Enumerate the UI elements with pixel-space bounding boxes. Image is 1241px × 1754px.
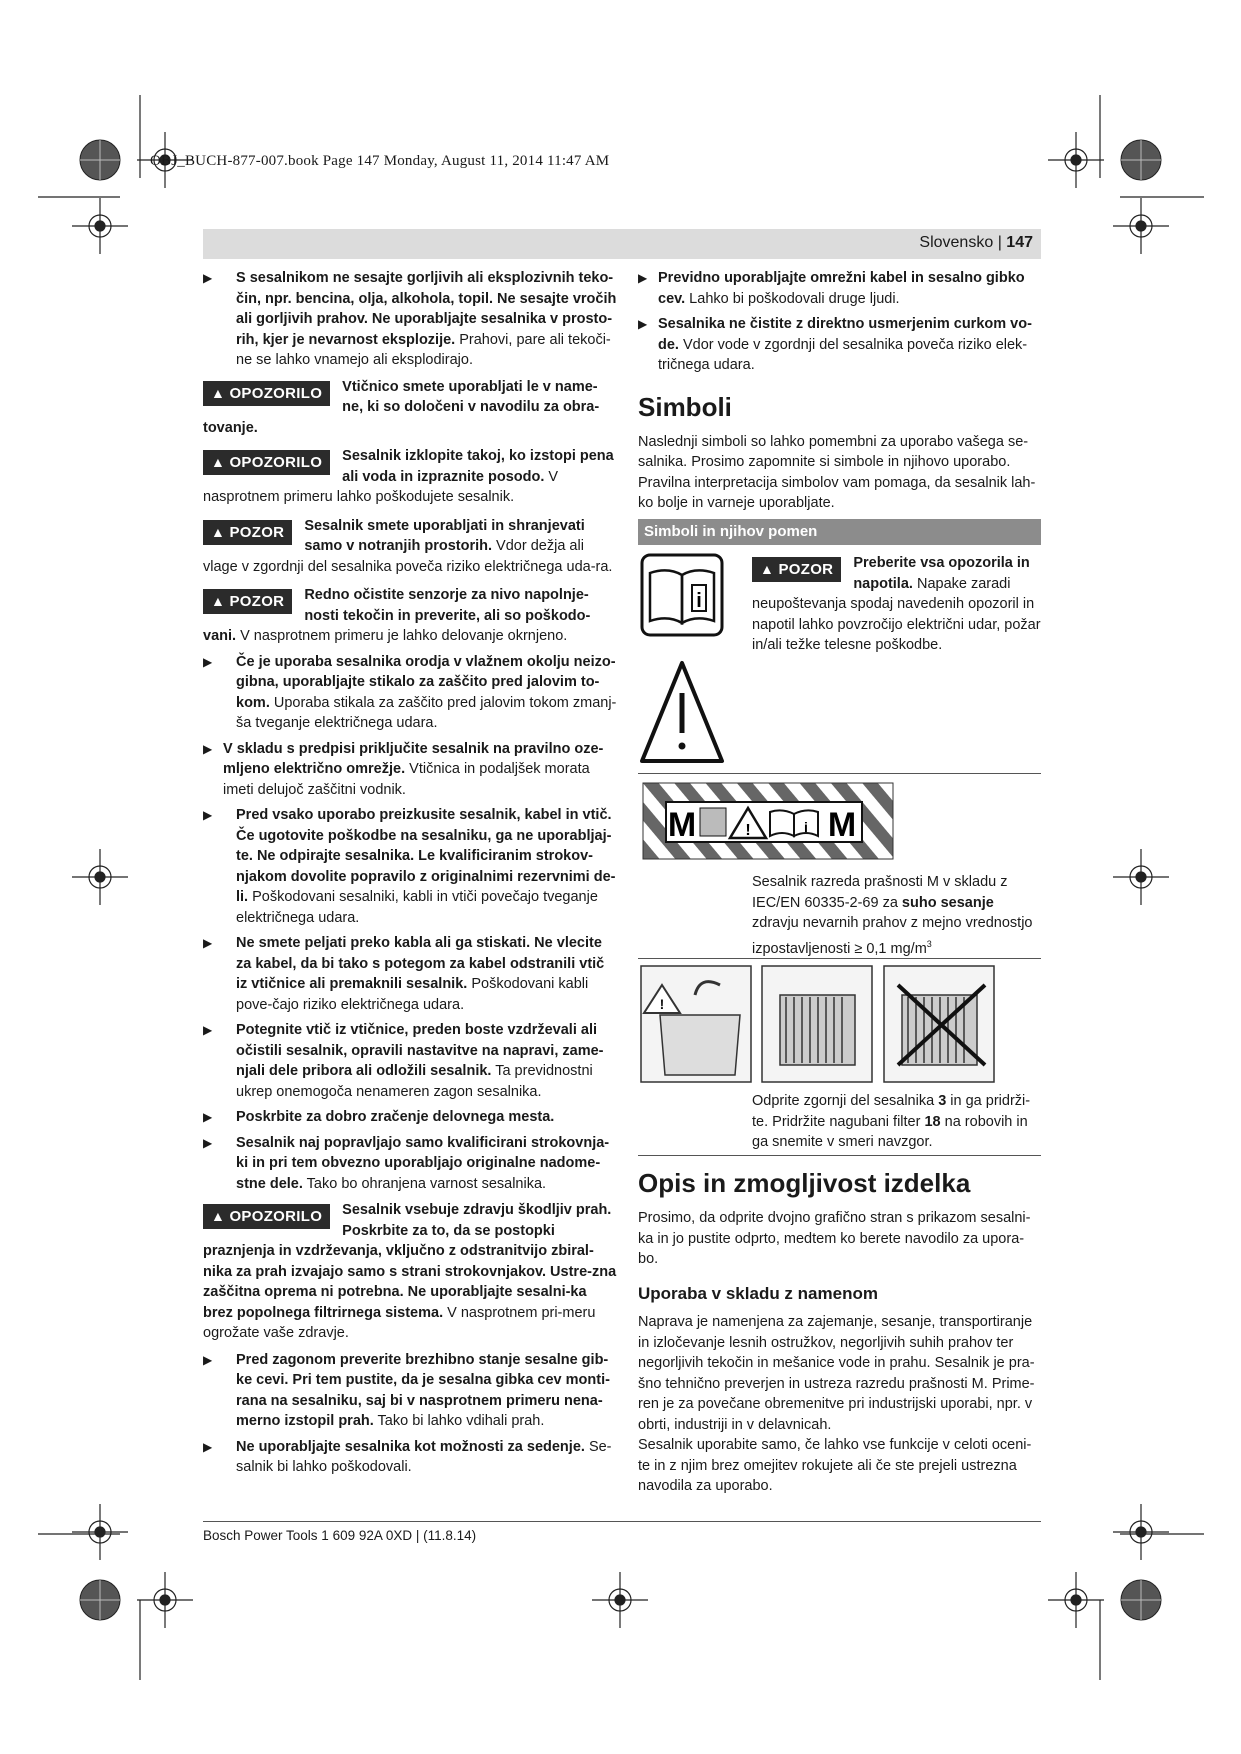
book-info-icon xyxy=(640,553,726,771)
list-item: ▶ Ne smete peljati preko kabla ali ga stiskati. Ne vlecite za kabel, da bi tako s potegom za kabel odstranili vtič iz vtičnice ali premaknili sesalnik. Poškodovani kabli pove-čajo riziko električnega udara. xyxy=(203,935,605,1013)
warning-badge: ▲ POZOR xyxy=(203,589,292,614)
table-row xyxy=(638,774,1041,959)
right-column xyxy=(638,268,1041,1502)
filter-removal-illustration-icon xyxy=(640,965,996,1083)
list-item: ▶ Potegnite vtič iz vtičnice, preden boste vzdrževali ali očistili sesalnik, opravili nastavitve na napravi, zame-njali dele pribora ali odložili sesalnik. Ta previdnostni ukrep onemogoča nenameren zagon sesalnika. xyxy=(203,1022,604,1100)
table-row: i ▲ POZOR Preberite vsa opozorila in napotila. Napake zaradi neupoštevanja spodaj navedenih opozoril in napotil lahko povzročijo električni udar, požar in/ali težke telesne poškodbe. xyxy=(638,545,1041,774)
warning-block: ▲ OPOZORILO Sesalnik vsebuje zdravju škodljiv prah. Poskrbite za to, da se postopki praznjenja in vzdrževanja, vključno z odstranitvijo zbiral-nika za prah izvajajo samo s strani strokovnjakov. Ustre-zna zaščitna oprema ni potrebna. Ne uporabljajte sesalni-ka brez popolnega filtrirnega sistema. V nasprotnem pri-meru ogrožate vaše zdravje. xyxy=(203,1202,617,1341)
symbols-table-header: Simboli in njihov pomen xyxy=(638,519,1041,546)
svg-text:!: ! xyxy=(659,996,665,1012)
footer: Bosch Power Tools 1 609 92A 0XD | (11.8.14) xyxy=(203,1528,477,1543)
table-row xyxy=(638,959,1041,1156)
warning-triangle-icon xyxy=(642,663,722,761)
svg-text:i: i xyxy=(804,819,808,835)
intended-use-text: Naprava je namenjena za zajemanje, sesanje, transportiranje in izločevanje lesnih ostružkov, negorljivih suhih prahov ter negorljivih tekočin in mešanice vode in prahu. Sesalnik je pra-šno tehnično preverjen in ustreza razredu prašnosti M. Prime-ren je za povečane obremenitve pri industrijski uporabi, npr. v obrti, industriji in v delavnicah. xyxy=(638,1314,1035,1433)
list-item: ▶ Če je uporaba sesalnika orodja v vlažnem okolju neizo-gibna, uporabljajte stikalo za zaščito pred jalovim to-kom. Uporaba stikala za zaščito pred jalovim tokom zmanj-ša tveganje električnega udara. xyxy=(203,653,617,731)
warning-badge: ▲ POZOR xyxy=(203,520,292,545)
header-language: Slovensko xyxy=(919,234,994,251)
dust-class-text: Sesalnik razreda prašnosti M v skladu z IEC/EN 60335-2-69 za suho sesanje zdravju nevarnih prahov z mejno vrednostjo izpostavljenosti ≥ 0,1 $mg/m^3$ xyxy=(752,874,1033,957)
footer-rule xyxy=(203,1521,1041,1522)
symbols-intro: Naslednji simboli so lahko pomembni za uporabo vašega se-salnika. Prosimo zapomnite si simbole in njihovo uporabo. Pravilna interpretacija simbolov vam pomaga, da sesalnik lah-ko bolje in varneje uporabljate. xyxy=(638,433,1036,511)
warning-triangle-icon: ▲ xyxy=(211,523,226,540)
warning-triangle-icon: ▲ xyxy=(211,454,226,470)
warning-badge: ▲ POZOR xyxy=(752,557,841,582)
svg-text:M: M xyxy=(827,806,857,844)
warning-triangle-icon: ▲ xyxy=(211,384,226,401)
list-item: ▶ Pred vsako uporabo preizkusite sesalnik, kabel in vtič. Če ugotovite poškodbe na sesalniku, ga ne uporabljaj-te. Ne odpirajte sesalnika. Le kvalificiranim strokov-njakom dovolite popravilo z originalnimi rezervnimi de-li. Poškodovani sesalniki, kabli in vtiči povečajo tveganje električnega udara. xyxy=(203,807,616,926)
section-title-description: Opis in zmogljivost izdelka xyxy=(638,1168,971,1198)
list-item: ▶ Previdno uporabljajte omrežni kabel in sesalno gibko cev. Lahko bi poškodovali druge ljudi. xyxy=(638,270,1025,307)
dust-class-m-label-icon xyxy=(642,782,894,862)
warning-triangle-icon: ▲ xyxy=(211,593,226,609)
list-item: ▶ Ne uporabljajte sesalnika kot možnosti za sedenje. Se-salnik bi lahko poškodovali. xyxy=(203,1438,612,1475)
left-column xyxy=(203,268,618,1483)
warning-triangle-icon: ▲ xyxy=(760,561,775,577)
warning-badge: ▲ OPOZORILO xyxy=(203,450,330,475)
warning-block: ▲ POZOR Sesalnik smete uporabljati in shranjevati samo v notranjih prostorih. Vdor dežja ali vlage v zgordnji del sesalnika poveča riziko električnega uda-ra. xyxy=(203,517,613,575)
list-item: ▶ V skladu s predpisi priključite sesalnik na pravilno oze-mljeno električno omrežje. Vtičnica in podaljšek morata imeti delujoč zaščitni vodnik. xyxy=(203,740,604,798)
warning-block: ▲ POZOR Redno očistite senzorje za nivo napolnje-nosti tekočin in preverite, ali so poškodo-vani. V nasprotnem primeru je lahko delovanje okrnjeno. xyxy=(203,587,591,644)
warning-badge: ▲ OPOZORILO xyxy=(203,381,330,406)
list-item: ▶ Sesalnik naj popravljajo samo kvalificirani strokovnja-ki in pri tem obvezno uporabljajo originalne nadome-stne dele. Tako bo ohranjena varnost sesalnika. xyxy=(203,1134,610,1192)
print-header: OBJ_BUCH-877-007.book Page 147 Monday, August 11, 2014 11:47 AM xyxy=(150,153,610,169)
list-item: ▶ Sesalnika ne čistite z direktno usmerjenim curkom vo-de. Vdor vode v zgordnji del sesalnika poveča riziko elek-tričnega udara. xyxy=(638,316,1032,373)
list-item: ▶ S sesalnikom ne sesajte gorljivih ali eksplozivnih teko-čin, npr. bencina, olja, alkohola, topil. Ne sesajte vročih ali gorljivih prahov. Ne uporabljajte sesalnika v prosto-rih, kjer je nevarnost eksplozije. Prahovi, pare ali tekoči-ne se lahko vnamejo ali eksplodirajo. xyxy=(203,270,617,368)
warning-triangle-icon: ▲ xyxy=(211,1208,226,1224)
section-title-symbols: Simboli xyxy=(638,391,732,422)
running-header: Slovensko | 147 xyxy=(203,229,1041,259)
warning-badge: ▲ OPOZORILO xyxy=(203,1204,330,1229)
list-item: ▶ Pred zagonom preverite brezhibno stanje sesalne gib-ke cevi. Pri tem pustite, da je sesalna gibka cev monti-rana na sesalniku, saj bi v nasprotnem primeru nena-merno izstopil prah. Tako bi lahko vdihali prah. xyxy=(203,1351,610,1429)
svg-text:i: i xyxy=(696,590,702,612)
intended-use-text-2: Sesalnik uporabite samo, če lahko vse funkcije v celoti oceni-te in z njim brez omejitev rokujete ali če ste prejeli ustrezna navodila za uporabo. xyxy=(638,1437,1032,1494)
svg-text:!: ! xyxy=(745,822,751,839)
list-item: ▶ Poskrbite za dobro zračenje delovnega mesta. xyxy=(203,1109,555,1125)
subsection-title-intended-use: Uporaba v skladu z namenom xyxy=(638,1283,878,1303)
svg-text:M: M xyxy=(667,806,697,844)
warning-block: ▲ OPOZORILO Sesalnik izklopite takoj, ko izstopi pena ali voda in izpraznite posodo. V nasprotnem primeru lahko poškodujete sesalnik. xyxy=(203,448,614,505)
page-number: 147 xyxy=(1006,234,1033,251)
description-text: Prosimo, da odprite dvojno grafično stran s prikazom sesalni-ka in jo pustite odprto, medtem ko berete navodilo za upora-bo. xyxy=(638,1210,1031,1267)
warning-block: ▲ OPOZORILO Vtičnico smete uporabljati le v name-ne, ki so določeni v navodilu za obra-tovanje. xyxy=(203,378,600,436)
filter-instruction-text: Odprite zgornji del sesalnika 3 in ga pridrži-te. Pridržite nagubani filter 18 na robovih in ga snemite v smeri navzgor. xyxy=(752,1093,1031,1150)
